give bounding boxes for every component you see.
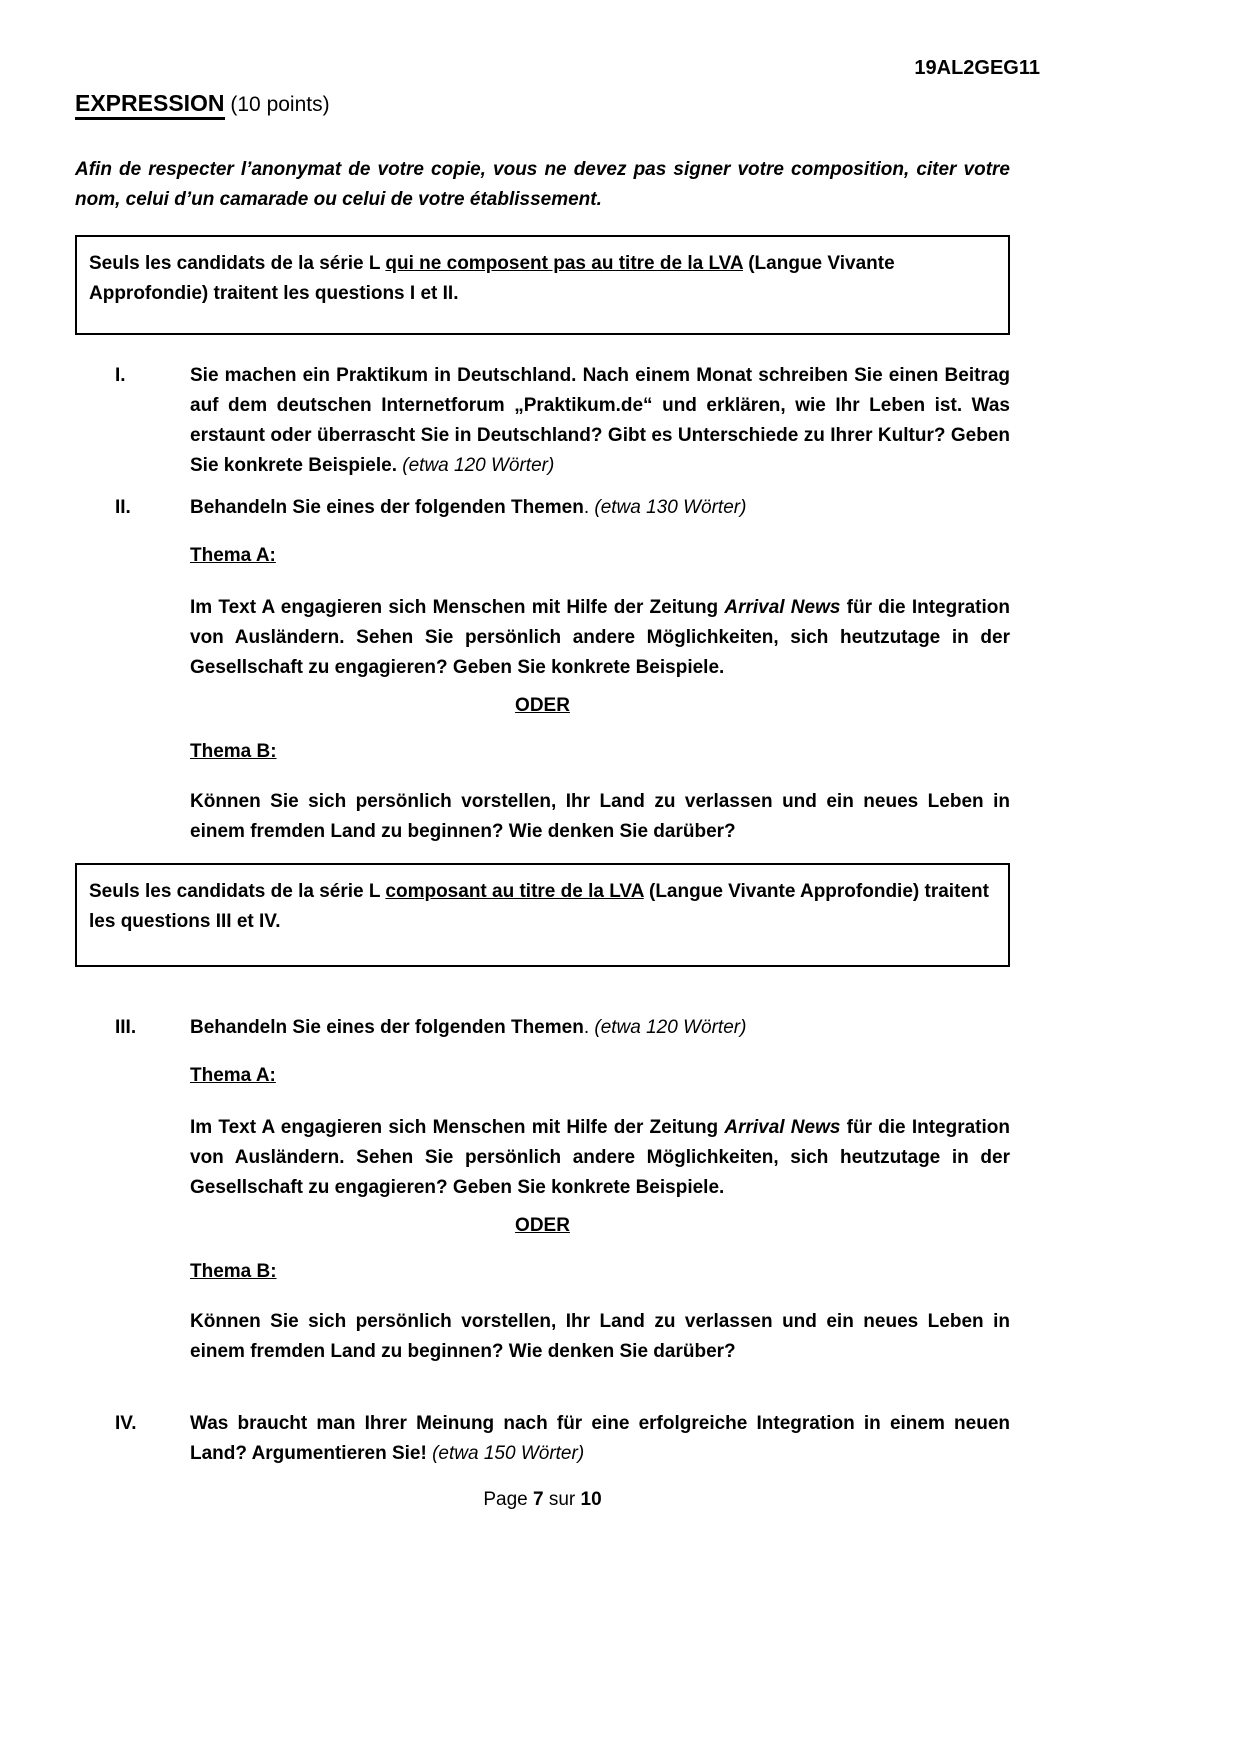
question-body (190, 361, 1010, 481)
instruction-box-non-lva (75, 235, 1010, 335)
oder-separator-lva (75, 1211, 1010, 1241)
oder-label: ODER (515, 1215, 570, 1236)
thema-a-label (190, 541, 1010, 571)
separator-period: . (583, 1017, 595, 1038)
box-text-pre: Seuls les candidats de la série L (89, 253, 386, 274)
oder-separator (75, 691, 1010, 721)
thema-b-label (190, 737, 1010, 767)
box-text-underlined: qui ne composent pas au titre de la LVA (385, 253, 743, 274)
thema-a-paragraph (190, 593, 1010, 683)
question-body (190, 493, 1010, 523)
footer-sur-word: sur (543, 1489, 581, 1510)
thema-a-label-text: Thema A: (190, 545, 276, 566)
question-text: Was braucht man Ihrer Meinung nach für eine erfolgreiche Integration in einem neuen Land? Argumentieren Sie! (190, 1413, 1010, 1464)
thema-a-text-pre: Im Text A engagieren sich Menschen mit Hilfe der Zeitung (190, 1117, 725, 1138)
word-count-hint: (etwa 130 Wörter) (594, 497, 747, 518)
question-number: IV. (115, 1413, 137, 1434)
box-text-post: (Langue Vivante Approfondie) traitent les questions I et II. (89, 253, 895, 304)
thema-a-label-lva (190, 1061, 1010, 1091)
thema-b-label-text: Thema B: (190, 741, 277, 762)
points-label: (10 points) (224, 93, 330, 116)
footer-total-pages: 10 (580, 1489, 602, 1510)
thema-b-label-text: Thema B: (190, 1261, 277, 1282)
thema-a-text-post: für die Integration von Ausländern. Sehen Sie persönlich andere Möglichkeiten, sich heutzutage in der Gesellschaft zu engagieren? Geben Sie konkrete Beispiele. (190, 1117, 1010, 1198)
box-text-underlined: composant au titre de la LVA (385, 881, 644, 902)
question-text: Behandeln Sie eines der folgenden Themen (190, 1017, 584, 1038)
question-body (190, 1013, 1010, 1043)
instruction-box-lva (75, 863, 1010, 967)
journal-name: Arrival News (724, 597, 841, 618)
footer-page-number: 7 (532, 1489, 544, 1510)
thema-a-label-text: Thema A: (190, 1065, 276, 1086)
box-text-post: (Langue Vivante Approfondie) traitent les questions III et IV. (89, 881, 989, 932)
question-text: Behandeln Sie eines der folgenden Themen (190, 497, 584, 518)
thema-b-paragraph-lva: Können Sie sich persönlich vorstellen, Ihr Land zu verlassen und ein neues Leben in einem fremden Land zu beginnen? Wie denken Sie darüber? (190, 1311, 1010, 1362)
page-footer (75, 1485, 1010, 1515)
journal-name: Arrival News (724, 1117, 841, 1138)
question-iii (75, 1013, 1010, 1043)
question-body (190, 1409, 1010, 1469)
question-iv (75, 1409, 1010, 1469)
separator-period: . (583, 497, 595, 518)
box-text-pre: Seuls les candidats de la série L (89, 881, 386, 902)
question-number: III. (115, 1017, 137, 1038)
page-title: EXPRESSION (75, 90, 225, 120)
thema-a-paragraph-lva (190, 1113, 1010, 1203)
document-code: 19AL2GEG11 (914, 57, 1040, 79)
anonymity-notice: Afin de respecter l’anonymat de votre copie, vous ne devez pas signer votre composition, citer votre nom, celui d’un camarade ou celui de votre établissement. (75, 159, 1010, 210)
question-i (75, 361, 1010, 481)
question-number: II. (115, 497, 131, 518)
question-ii (75, 493, 1010, 523)
footer-page-word: Page (483, 1489, 533, 1510)
question-number: I. (115, 365, 126, 386)
question-text: Sie machen ein Praktikum in Deutschland. Nach einem Monat schreiben Sie einen Beitrag auf dem deutschen Internetforum „Praktikum.de“ und erklären, wie Ihr Leben ist. Was erstaunt oder überrascht Sie in Deutschland? Gibt es Unterschiede zu Ihrer Kultur? Geben Sie konkrete Beispiele. (190, 365, 1010, 476)
thema-b-label-lva (190, 1257, 1010, 1287)
oder-label: ODER (515, 695, 570, 716)
thema-b-paragraph: Können Sie sich persönlich vorstellen, Ihr Land zu verlassen und ein neues Leben in einem fremden Land zu beginnen? Wie denken Sie darüber? (190, 791, 1010, 842)
word-count-hint: (etwa 120 Wörter) (594, 1017, 747, 1038)
word-count-hint: (etwa 150 Wörter) (432, 1443, 585, 1464)
thema-a-text-post: für die Integration von Ausländern. Sehen Sie persönlich andere Möglichkeiten, sich heutzutage in der Gesellschaft zu engagieren? Geben Sie konkrete Beispiele. (190, 597, 1010, 678)
title-line (75, 90, 1010, 121)
word-count-hint: (etwa 120 Wörter) (402, 455, 555, 476)
thema-a-text-pre: Im Text A engagieren sich Menschen mit Hilfe der Zeitung (190, 597, 725, 618)
